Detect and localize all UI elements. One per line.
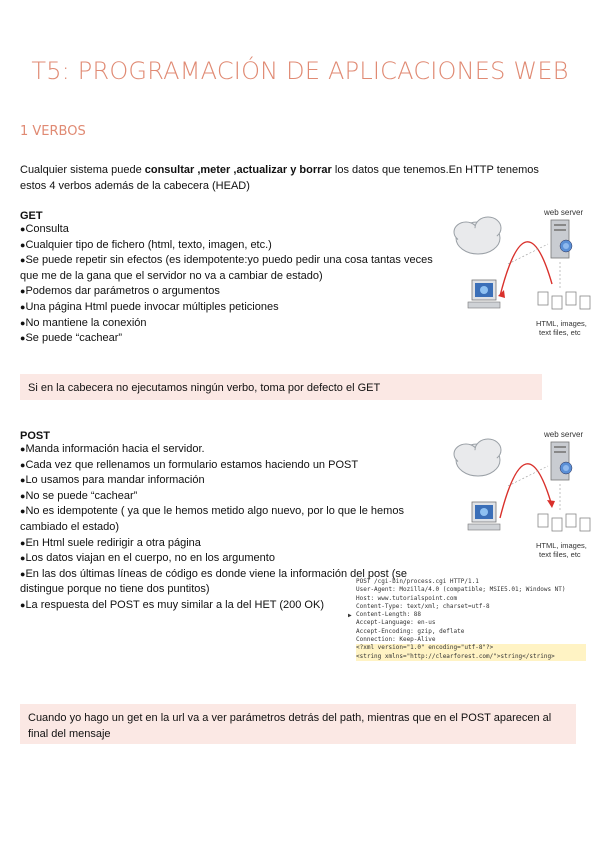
list-item: ● Manda información hacia el servidor. <box>20 442 420 458</box>
server-icon <box>551 442 572 480</box>
code-line: User-Agent: Mozilla/4.0 (compatible; MSIE5.01; Windows NT) <box>356 586 566 594</box>
page-title: T5: PROGRAMACIÓN DE APLICACIONES WEB <box>31 57 569 85</box>
code-line: Accept-Encoding: gzip, deflate <box>356 627 465 635</box>
list-item: ● En las dos últimas líneas de código es donde viene la información del post (se distingue porque no tiene dos puntitos) <box>20 567 420 598</box>
list-item: ● No se puede “cachear” <box>20 489 420 505</box>
intro-text-after: los datos que tenemos.En HTTP tenemos estos 4 verbos además de la cabecera (HEAD) <box>20 164 539 192</box>
files-label-1: HTML, images, <box>536 541 587 550</box>
intro-text-before: Cualquier sistema puede <box>20 164 145 176</box>
list-item: ● En Html suele redirigir a otra página <box>20 536 420 552</box>
list-item: ● Podemos dar parámetros o argumentos <box>20 284 450 300</box>
list-item: ● Los datos viajan en el cuerpo, no en los argumento <box>20 551 420 567</box>
get-default-note: Si en la cabecera no ejecutamos ningún verbo, toma por defecto el GET <box>20 374 542 400</box>
get-vs-post-note: Cuando yo hago un get en la url va a ver parámetros detrás del path, mientras que en el POST aparecen al final del mensaje <box>20 704 576 744</box>
server-icon <box>551 220 572 258</box>
files-label-1: HTML, images, <box>536 319 587 328</box>
computer-icon <box>468 502 500 530</box>
code-line: POST /cgi-bin/process.cgi HTTP/1.1 <box>356 578 479 585</box>
code-line: Accept-Language: en-us <box>356 619 436 627</box>
post-title: POST <box>20 430 50 442</box>
cloud-icon <box>454 217 501 254</box>
computer-icon <box>468 280 500 308</box>
get-title: GET <box>20 210 43 222</box>
http-post-code-sample <box>348 578 586 661</box>
get-list <box>20 222 450 347</box>
code-line-highlighted: <?xml version="1.0" encoding="utf-8"?> <box>356 644 586 652</box>
list-item: ● No mantiene la conexión <box>20 316 450 332</box>
list-item: ● Cualquier tipo de fichero (html, texto, imagen, etc.) <box>20 238 450 254</box>
list-item: ● Se puede repetir sin efectos (es idempotente:yo puedo pedir una cosa tantas veces que me de la gana que el servidor no va a cambiar de estado) <box>20 253 450 284</box>
files-icon <box>538 514 590 531</box>
server-label: web server <box>544 430 584 439</box>
list-item: ● Una página Html puede invocar múltiples peticiones <box>20 300 450 316</box>
files-icon <box>538 292 590 309</box>
list-item: ● No es idempotente ( ya que le hemos metido algo nuevo, por lo que le hemos cambiado el estado) <box>20 504 420 535</box>
client-server-diagram <box>448 204 594 344</box>
list-item: ● Consulta <box>20 222 450 238</box>
code-line-highlighted: <string xmlns="http://clearforest.com/">string</string> <box>356 653 586 661</box>
list-item: ● La respuesta del POST es muy similar a la del HET (200 OK) <box>20 598 420 614</box>
client-server-diagram-post <box>448 426 594 566</box>
intro-paragraph <box>20 162 540 194</box>
list-item: ● Cada vez que rellenamos un formulario estamos haciendo un POST <box>20 458 420 474</box>
files-label-2: text files, etc <box>539 328 581 337</box>
get-section <box>20 210 450 347</box>
files-label-2: text files, etc <box>539 550 581 559</box>
section-heading: 1 VERBOS <box>20 124 86 139</box>
list-item: ● Lo usamos para mandar información <box>20 473 420 489</box>
cloud-icon <box>454 439 501 476</box>
pointer-icon: ▶ <box>348 612 352 619</box>
intro-text-bold: consultar ,meter ,actualizar y borrar <box>144 164 332 176</box>
code-line: Host: www.tutorialspoint.com <box>356 594 458 602</box>
code-line: Connection: Keep-Alive <box>356 636 436 644</box>
request-arrow <box>500 464 552 518</box>
code-line: Content-Type: text/xml; charset=utf-8 <box>356 602 490 610</box>
server-label: web server <box>544 208 584 217</box>
list-item: ● Se puede “cachear” <box>20 331 450 347</box>
code-line: Content-Length: 88 <box>356 611 422 619</box>
request-arrow <box>500 242 552 296</box>
